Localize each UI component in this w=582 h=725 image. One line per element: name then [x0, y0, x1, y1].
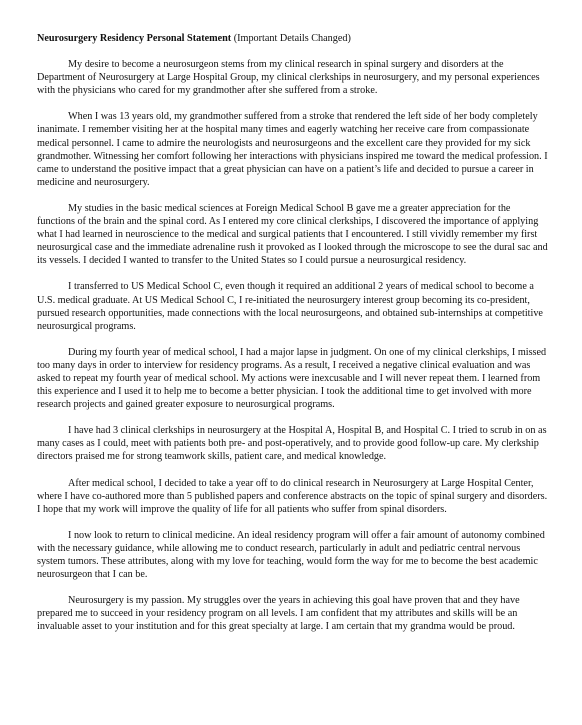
title-note: (Important Details Changed): [231, 33, 351, 44]
paragraph-8: I now look to return to clinical medicine. An ideal residency program will offer a fair amount of autonomy combined with the necessary guidance, while allowing me to conduct research, particularly in adult and pediatric central nervous system tumors. These attributes, along with my love for teaching, would form the way for me to become the best academic neurosurgeon that I can be.: [37, 529, 545, 581]
document-title: [37, 32, 548, 45]
paragraph-2: When I was 13 years old, my grandmother suffered from a stroke that rendered the left side of her body completely inanimate. I remember visiting her at the hospital many times and eagerly watching her receive care from compassionate medical personnel. I came to admire the neurologists and neurosurgeons and the excellent care they provided for my sick grandmother. Witnessing her comfort following her interactions with physicians inspired me toward the medical profession. I came to understand the positive impact that a great physician can have on a patient’s life and decided to pursue a career in medicine and neurosurgery.: [37, 111, 548, 188]
paragraph-3: My studies in the basic medical sciences at Foreign Medical School B gave me a greater appreciation for the functions of the brain and the spinal cord. As I entered my core clinical clerkships, I discovered the importance of applying what I had learned in neuroscience to the medical and surgical patients that I encountered. I still vividly remember my first neurosurgical case and the immediate adrenaline rush it provoked as I looked through the microscope to see the dural sac and its vessels. I decided I wanted to transfer to the United States so I could pursue a neurosurgical residency.: [37, 202, 548, 267]
paragraph-7: After medical school, I decided to take a year off to do clinical research in Neurosurgery at Large Hospital Center, where I have co-authored more than 5 published papers and conference abstracts on the topic of spinal surgery and disorders. I hope that my work will improve the quality of life for all patients who suffer from spinal disorders.: [37, 477, 548, 515]
paragraph-9: Neurosurgery is my passion. My struggles over the years in achieving this goal have proven that and they have prepared me to succeed in your residency program on all levels. I am confident that my attributes and skills will be an invaluable asset to your institution and for this great specialty at large. I am certain that my grandma would be proud.: [37, 595, 520, 633]
paragraph-1: My desire to become a neurosurgeon stems from my clinical research in spinal surgery and disorders at the Department of Neurosurgery at Large Hospital Group, my clinical clerkships in neurosurgery, and my personal experiences with the physicians who cared for my grandmother after she suffered from a stroke.: [37, 59, 540, 97]
paragraph-4: I transferred to US Medical School C, even though it required an additional 2 years of medical school to become a U.S. medical graduate. At US Medical School C, I re-initiated the neurosurgery interest group becoming its co-president, pursued research opportunities, made connections with the local neurosurgeons, and obtained sub-internships at competitive neurosurgical programs.: [37, 281, 543, 332]
paragraph-5: During my fourth year of medical school, I had a major lapse in judgment. On one of my clinical clerkships, I missed too many days in order to interview for residency programs. As a result, I received a negative clinical evaluation and was asked to repeat my fourth year of medical school. My actions were inexcusable and I will never repeat them. I learned from this experience and I used it to help me to become a better physician. I took the additional time to get involved with more research projects and gained greater exposure to neurosurgical programs.: [37, 346, 547, 411]
paragraph-6: I have had 3 clinical clerkships in neurosurgery at the Hospital A, Hospital B, and Hospital C. I tried to scrub in on as many cases as I could, meet with patients both pre- and post-operatively, and to provide good follow-up care. My clerkship directors praised me for strong teamwork skills, patient care, and medical knowledge.: [37, 425, 547, 463]
title-main: Neurosurgery Residency Personal Statement: [37, 33, 232, 44]
